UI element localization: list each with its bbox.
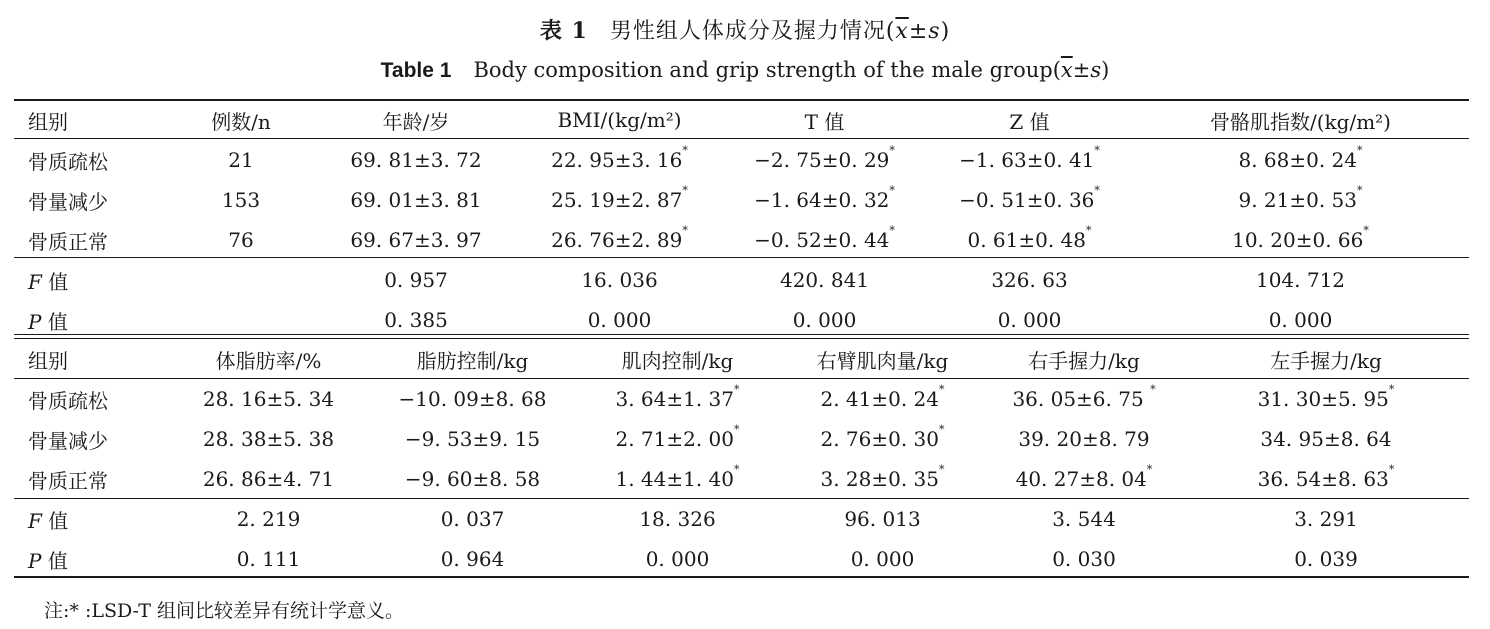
table-cell: 2. 41±0. 24* bbox=[820, 383, 945, 411]
table-cell: 2. 76±0. 30* bbox=[820, 423, 945, 451]
table-part-2 bbox=[14, 339, 1469, 579]
column-header: 左手握力/kg bbox=[1270, 348, 1382, 373]
significance-mark: * bbox=[1094, 144, 1100, 157]
stat-label: F 值 bbox=[28, 269, 69, 294]
table-row bbox=[14, 379, 1469, 419]
footnote: 注:* :LSD-T 组间比较差异有统计学意义。 bbox=[44, 600, 405, 622]
title-cn-label: 表 1 bbox=[539, 18, 588, 44]
significance-mark: * bbox=[1086, 224, 1092, 237]
stat-row bbox=[14, 499, 1469, 539]
xbar-symbol: $\overline{x}$ bbox=[895, 19, 909, 44]
stat-value: 96. 013 bbox=[844, 507, 921, 531]
table-cell: 36. 05±6. 75 * bbox=[1012, 383, 1156, 411]
stat-label: F 值 bbox=[28, 508, 69, 533]
table-cell: −1. 63±0. 41* bbox=[959, 144, 1100, 172]
column-header: 右手握力/kg bbox=[1028, 348, 1140, 373]
column-header: 体脂肪率/% bbox=[215, 348, 322, 373]
table-cell: 26. 76±2. 89* bbox=[551, 224, 688, 252]
stat-value: 104. 712 bbox=[1255, 268, 1346, 292]
significance-mark: * bbox=[682, 224, 688, 237]
group-label: 骨质正常 bbox=[28, 468, 108, 493]
significance-mark: * bbox=[682, 184, 688, 197]
group-label: 骨量减少 bbox=[28, 428, 108, 453]
significance-mark: * bbox=[1388, 383, 1395, 396]
stat-value bbox=[167, 300, 315, 340]
group-label: 骨量减少 bbox=[28, 189, 108, 214]
table-cell: 69. 81±3. 72 bbox=[350, 148, 482, 172]
table-row bbox=[14, 220, 1469, 260]
table-cell: 3. 64±1. 37* bbox=[615, 383, 740, 411]
significance-mark: * bbox=[1363, 224, 1369, 237]
table-cell: 3. 28±0. 35* bbox=[820, 463, 945, 491]
significance-mark: * bbox=[939, 463, 945, 476]
stat-value: 18. 326 bbox=[639, 507, 716, 531]
table-cell: 28. 38±5. 38 bbox=[202, 427, 335, 451]
column-header: 组别 bbox=[28, 348, 68, 373]
stat-value: 16. 036 bbox=[581, 268, 658, 292]
table-cell: 22. 95±3. 16* bbox=[551, 144, 688, 172]
paren-close: ) bbox=[1101, 58, 1110, 82]
stat-value: 0. 111 bbox=[236, 547, 301, 571]
table-cell: 1. 44±1. 40* bbox=[615, 463, 740, 491]
significance-mark: * bbox=[1388, 463, 1395, 476]
table-row bbox=[14, 140, 1469, 180]
significance-mark: * bbox=[1094, 184, 1100, 197]
table-cell: 69. 01±3. 81 bbox=[350, 188, 482, 212]
significance-mark: * bbox=[889, 184, 895, 197]
table-cell: 26. 86±4. 71 bbox=[202, 467, 335, 491]
paren-close: ) bbox=[940, 19, 951, 44]
column-header: 组别 bbox=[28, 109, 68, 134]
group-label: 骨质疏松 bbox=[28, 388, 108, 413]
stat-value: 0. 039 bbox=[1294, 547, 1358, 571]
column-header: 肌肉控制/kg bbox=[621, 348, 734, 373]
significance-mark: * bbox=[889, 224, 895, 237]
table-cell: 34. 95±8. 64 bbox=[1260, 427, 1392, 451]
column-header: Z 值 bbox=[1009, 109, 1050, 134]
significance-mark: * bbox=[734, 383, 740, 396]
table-cell: −2. 75±0. 29* bbox=[754, 144, 895, 172]
stat-value: 0. 385 bbox=[384, 308, 448, 332]
stat-row bbox=[14, 300, 1469, 340]
significance-mark: * bbox=[682, 144, 688, 157]
significance-mark: * bbox=[1357, 144, 1363, 157]
stat-label: P 值 bbox=[28, 309, 68, 334]
table-part-1 bbox=[14, 100, 1469, 340]
title-en-label: Table 1 bbox=[380, 59, 452, 82]
table-cell: 9. 21±0. 53* bbox=[1238, 184, 1363, 212]
stat-row bbox=[14, 260, 1469, 300]
table-cell: 28. 16±5. 34 bbox=[202, 387, 335, 411]
stat-value: 0. 000 bbox=[587, 308, 652, 332]
significance-mark: * bbox=[939, 423, 945, 436]
table-cell: −9. 53±9. 15 bbox=[404, 427, 541, 451]
xbar-symbol: $\overline{x}$ bbox=[1060, 58, 1073, 82]
significance-mark: * bbox=[1150, 383, 1156, 396]
table-cell: 39. 20±8. 79 bbox=[1018, 427, 1150, 451]
column-header: 骨骼肌指数/(kg/m²) bbox=[1210, 109, 1391, 134]
table-cell: −1. 64±0. 32* bbox=[754, 184, 895, 212]
title-chinese bbox=[0, 14, 1490, 45]
significance-mark: * bbox=[889, 144, 895, 157]
stat-value: 326. 63 bbox=[991, 268, 1068, 292]
group-label: 骨质正常 bbox=[28, 229, 108, 254]
table-cell: 2. 71±2. 00* bbox=[615, 423, 740, 451]
stat-value: 0. 000 bbox=[997, 308, 1062, 332]
column-header: BMI/(kg/m²) bbox=[557, 108, 682, 132]
stat-value: 420. 841 bbox=[779, 268, 870, 292]
stat-value: 0. 037 bbox=[440, 507, 505, 531]
stat-value bbox=[167, 260, 315, 300]
s-symbol: s bbox=[928, 19, 941, 44]
header-row bbox=[14, 100, 1469, 140]
table-row bbox=[14, 459, 1469, 499]
column-header: 右臂肌肉量/kg bbox=[816, 348, 949, 373]
table-cell: −0. 52±0. 44* bbox=[754, 224, 895, 252]
column-header: 年龄/岁 bbox=[382, 109, 450, 134]
table-cell: 36. 54±8. 63* bbox=[1257, 463, 1395, 491]
stat-value: 3. 291 bbox=[1294, 507, 1358, 531]
table-cell: 40. 27±8. 04* bbox=[1015, 463, 1153, 491]
significance-mark: * bbox=[734, 423, 740, 436]
table-cell: 69. 67±3. 97 bbox=[350, 228, 482, 252]
stat-value: 2. 219 bbox=[236, 507, 301, 531]
significance-mark: * bbox=[1146, 463, 1153, 476]
table-cell: −9. 60±8. 58 bbox=[404, 467, 541, 491]
stat-value: 3. 544 bbox=[1052, 507, 1116, 531]
table-cell: 21 bbox=[228, 148, 254, 172]
table-cell: 153 bbox=[221, 188, 261, 212]
column-header: 脂肪控制/kg bbox=[416, 348, 529, 373]
pm-symbol: ± bbox=[908, 19, 929, 44]
title-english bbox=[0, 58, 1490, 83]
table-cell: −0. 51±0. 36* bbox=[959, 184, 1100, 212]
table-row bbox=[14, 419, 1469, 459]
stat-label: P 值 bbox=[28, 548, 68, 573]
column-header: T 值 bbox=[804, 109, 845, 134]
table-cell: 0. 61±0. 48* bbox=[967, 224, 1092, 252]
table-row bbox=[14, 180, 1469, 220]
table-cell: 8. 68±0. 24* bbox=[1238, 144, 1363, 172]
s-symbol: s bbox=[1090, 58, 1102, 82]
stat-value: 0. 030 bbox=[1052, 547, 1116, 571]
significance-mark: * bbox=[939, 383, 945, 396]
stat-value: 0. 000 bbox=[645, 547, 710, 571]
significance-mark: * bbox=[734, 463, 740, 476]
title-en-text: Body composition and grip strength of the male group( bbox=[473, 58, 1061, 82]
table-cell: 76 bbox=[228, 228, 254, 252]
stat-value: 0. 000 bbox=[792, 308, 857, 332]
column-header: 例数/n bbox=[211, 109, 271, 134]
pm-symbol: ± bbox=[1072, 58, 1091, 82]
stat-value: 0. 964 bbox=[440, 547, 505, 571]
stat-row bbox=[14, 539, 1469, 579]
significance-mark: * bbox=[1357, 184, 1363, 197]
table-cell: 31. 30±5. 95* bbox=[1257, 383, 1395, 411]
title-cn-text: 男性组人体成分及握力情况( bbox=[609, 19, 896, 44]
stat-value: 0. 000 bbox=[850, 547, 915, 571]
stat-value: 0. 000 bbox=[1268, 308, 1333, 332]
table-cell: −10. 09±8. 68 bbox=[398, 387, 547, 411]
table-cell: 10. 20±0. 66* bbox=[1232, 224, 1369, 252]
group-label: 骨质疏松 bbox=[28, 149, 108, 174]
stat-value: 0. 957 bbox=[384, 268, 448, 292]
table-cell: 25. 19±2. 87* bbox=[551, 184, 688, 212]
header-row bbox=[14, 339, 1469, 379]
